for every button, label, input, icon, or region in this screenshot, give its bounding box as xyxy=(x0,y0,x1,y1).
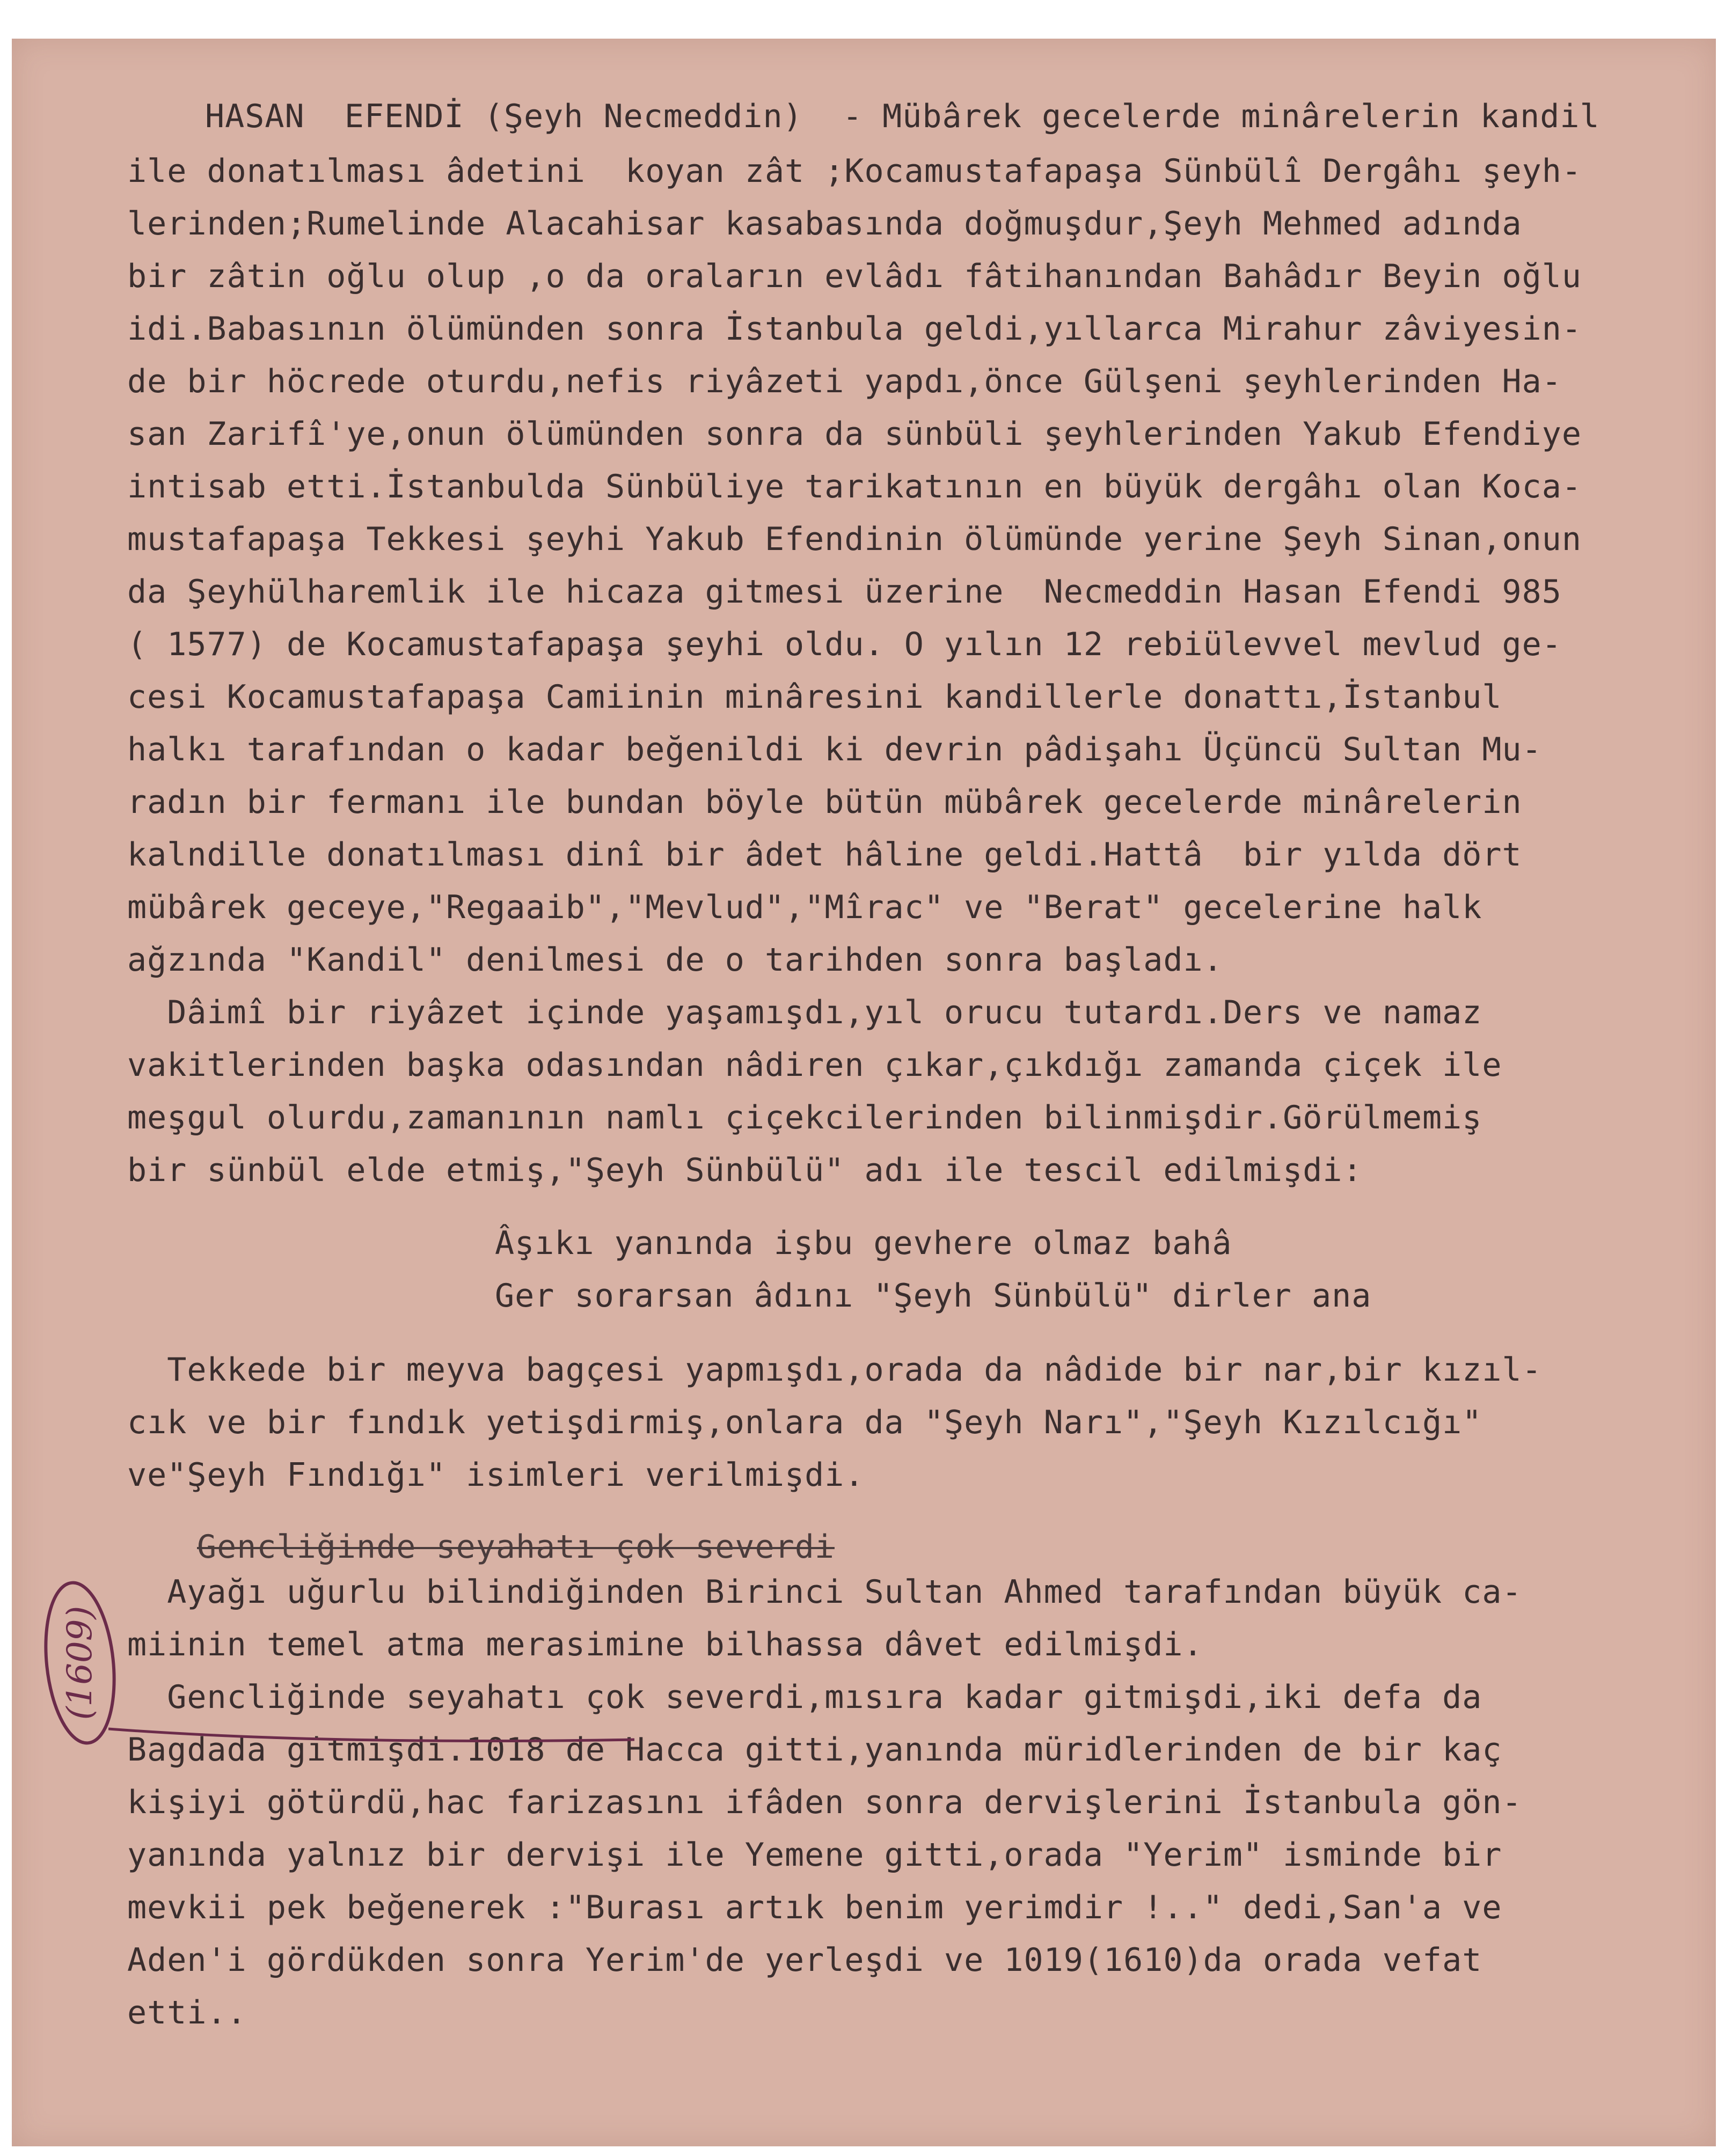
text-line: da Şeyhülharemlik ile hicaza gitmesi üzerine Necmeddin Hasan Efendi 985 xyxy=(127,573,1562,611)
text-line: de bir höcrede oturdu,nefis riyâzeti yapdı,önce Gülşeni şeyhlerinden Ha- xyxy=(127,363,1562,400)
text-line: intisab etti.İstanbulda Sünbüliye tarikatının en büyük dergâhı olan Koca- xyxy=(127,468,1582,505)
text-line: radın bir fermanı ile bundan böyle bütün mübârek gecelerde minârelerin xyxy=(127,783,1522,821)
paper-sheet xyxy=(12,39,1716,2146)
text-line: ve"Şeyh Fındığı" isimleri verilmişdi. xyxy=(127,1456,865,1494)
text-line: mevkii pek beğenerek :"Burası artık benim yerimdir !.." dedi,San'a ve xyxy=(127,1889,1502,1926)
text-line: ağzında "Kandil" denilmesi de o tarihden sonra başladı. xyxy=(127,941,1223,979)
text-line: kalndille donatılması dinî bir âdet hâline geldi.Hattâ bir yılda dört xyxy=(127,836,1522,874)
text-line: Gencliğinde seyahatı çok severdi,mısıra kadar gitmişdi,iki defa da xyxy=(127,1678,1482,1716)
text-line: lerinden;Rumelinde Alacahisar kasabasında doğmuşdur,Şeyh Mehmed adında xyxy=(127,205,1522,243)
text-line: bir sünbül elde etmiş,"Şeyh Sünbülü" adı ile tescil edilmişdi: xyxy=(127,1152,1363,1189)
margin-note-text: (1609) xyxy=(60,1605,100,1720)
text-line: etti.. xyxy=(127,1994,247,2032)
text-line: cık ve bir fındık yetişdirmiş,onlara da "Şeyh Narı","Şeyh Kızılcığı" xyxy=(127,1404,1482,1441)
text-line: kişiyi götürdü,hac farizasını ifâden sonra dervişlerini İstanbula gön- xyxy=(127,1784,1522,1821)
text-line: Dâimî bir riyâzet içinde yaşamışdı,yıl orucu tutardı.Ders ve namaz xyxy=(127,994,1482,1031)
text-line: ile donatılması âdetini koyan zât ;Kocamustafapaşa Sünbülî Dergâhı şeyh- xyxy=(127,152,1582,190)
verse-line: Âşıkı yanında işbu gevhere olmaz bahâ xyxy=(495,1224,1232,1262)
text-line: cesi Kocamustafapaşa Camiinin minâresini kandillerle donattı,İstanbul xyxy=(127,678,1502,716)
text-line: ( 1577) de Kocamustafapaşa şeyhi oldu. O yılın 12 rebiülevvel mevlud ge- xyxy=(127,626,1562,663)
struck-out-line: Gencliğinde seyahatı çok severdi xyxy=(197,1528,835,1566)
text-line: halkı tarafından o kadar beğenildi ki devrin pâdişahı Üçüncü Sultan Mu- xyxy=(127,731,1542,768)
verse-line: Ger sorarsan âdını "Şeyh Sünbülü" dirler ana xyxy=(495,1277,1372,1315)
text-line: vakitlerinden başka odasından nâdiren çıkar,çıkdığı zamanda çiçek ile xyxy=(127,1046,1502,1084)
text-line: idi.Babasının ölümünden sonra İstanbula geldi,yıllarca Mirahur zâviyesin- xyxy=(127,310,1582,348)
text-line: mübârek geceye,"Regaaib","Mevlud","Mîrac" ve "Berat" gecelerine halk xyxy=(127,889,1482,926)
text-line: Bagdada gitmişdi.1018 de Hacca gitti,yanında müridlerinden de bir kaç xyxy=(127,1731,1502,1769)
text-line: Aden'i gördükden sonra Yerim'de yerleşdi ve 1019(1610)da orada vefat xyxy=(127,1941,1482,1979)
text-line: miinin temel atma merasimine bilhassa dâvet edilmişdi. xyxy=(127,1626,1203,1663)
text-line: yanında yalnız bir dervişi ile Yemene gitti,orada "Yerim" isminde bir xyxy=(127,1836,1502,1874)
text-line: HASAN EFENDİ (Şeyh Necmeddin) - Mübârek gecelerde minârelerin kandil xyxy=(205,98,1600,135)
pen-underline-icon xyxy=(108,1724,645,1756)
text-line: Tekkede bir meyva bagçesi yapmışdı,orada da nâdide bir nar,bir kızıl- xyxy=(127,1351,1542,1389)
text-line: bir zâtin oğlu olup ,o da oraların evlâdı fâtihanından Bahâdır Beyin oğlu xyxy=(127,258,1582,295)
text-line: mustafapaşa Tekkesi şeyhi Yakub Efendinin ölümünde yerine Şeyh Sinan,onun xyxy=(127,520,1582,558)
text-line: Ayağı uğurlu bilindiğinden Birinci Sultan Ahmed tarafından büyük ca- xyxy=(127,1573,1522,1611)
text-line: san Zarifî'ye,onun ölümünden sonra da sünbüli şeyhlerinden Yakub Efendiye xyxy=(127,415,1582,453)
text-line: meşgul olurdu,zamanının namlı çiçekcilerinden bilinmişdir.Görülmemiş xyxy=(127,1099,1482,1136)
